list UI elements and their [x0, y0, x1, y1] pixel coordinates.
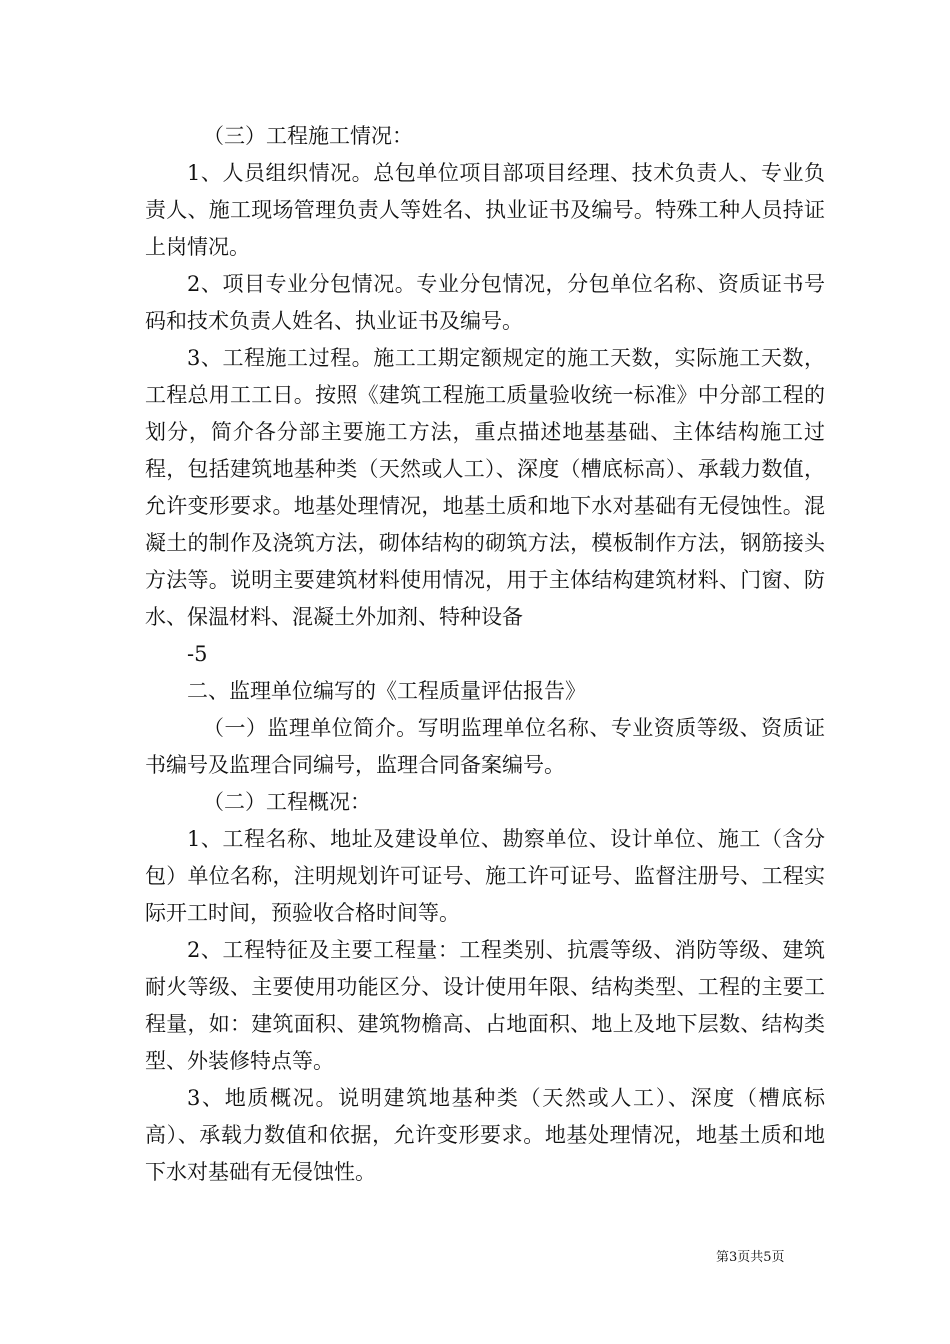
page-marker: -5 — [187, 642, 208, 666]
paragraph-project-features: 2、工程特征及主要工程量：工程类别、抗震等级、消防等级、建筑耐火等级、主要使用功能区分、设计使用年限、结构类型、工程的主要工程量，如：建筑面积、建筑物檐高、占地面积、地上及地下层数、结构类型、外装修特点等。 — [145, 938, 825, 1073]
paragraph-geology: 3、地质概况。说明建筑地基种类（天然或人工）、深度（槽底标高）、承载力数值和依据，允许变形要求。地基处理情况，地基土质和地下水对基础有无侵蚀性。 — [145, 1086, 825, 1184]
document-body — [145, 118, 825, 1191]
paragraph-construction-process: 3、工程施工过程。施工工期定额规定的施工天数，实际施工天数，工程总用工工日。按照《建筑工程施工质量验收统一标准》中分部工程的划分，简介各分部主要施工方法，重点描述地基基础、主体结构施工过程，包括建筑地基种类（天然或人工）、深度（槽底标高）、承载力数值，允许变形要求。地基处理情况，地基土质和地下水对基础有无侵蚀性。混凝土的制作及浇筑方法，砌体结构的砌筑方法，模板制作方法，钢筋接头方法等。说明主要建筑材料使用情况，用于主体结构建筑材料、门窗、防水、保温材料、混凝土外加剂、特种设备 — [145, 346, 825, 629]
section-heading-supervision-report: 二、监理单位编写的《工程质量评估报告》 — [187, 679, 586, 703]
section-heading-overview: （二）工程概况： — [203, 790, 371, 814]
paragraph-supervision-intro: （一）监理单位简介。写明监理单位名称、专业资质等级、资质证书编号及监理合同编号，监理合同备案编号。 — [145, 716, 825, 777]
paragraph-subcontract: 2、项目专业分包情况。专业分包情况，分包单位名称、资质证书号码和技术负责人姓名、执业证书及编号。 — [145, 272, 825, 333]
paragraph-project-name: 1、工程名称、地址及建设单位、勘察单位、设计单位、施工（含分包）单位名称，注明规划许可证号、施工许可证号、监督注册号、工程实际开工时间，预验收合格时间等。 — [145, 827, 825, 925]
section-heading-construction: （三）工程施工情况： — [203, 124, 413, 148]
paragraph-personnel: 1、人员组织情况。总包单位项目部项目经理、技术负责人、专业负责人、施工现场管理负责人等姓名、执业证书及编号。特殊工种人员持证上岗情况。 — [145, 161, 825, 259]
page-number: 第3页共5页 — [716, 1250, 785, 1265]
